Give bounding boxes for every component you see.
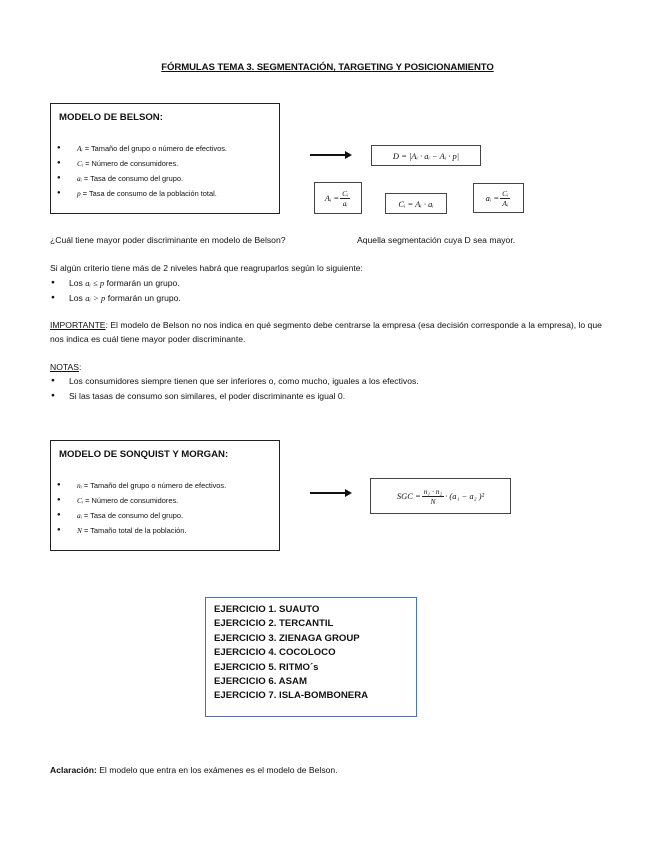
sonquist-formula: SGC = $\frac{\text{n₁ · n₂}}{N}$ · (a₁ − a₂ )² (370, 478, 511, 514)
list-item: ● p = Tasa de consumo de la población total. (57, 187, 227, 202)
list-item: ● aᵢ = Tasa de consumo del grupo. (57, 509, 226, 524)
belson-variable-list (57, 142, 227, 202)
list-item: ● Los consumidores siempre tienen que ser inferiores o, como mucho, iguales a los efectivos. (50, 374, 419, 389)
belson-formula-d: D = |Aᵢ · aᵢ − Aᵢ · p| (371, 145, 481, 166)
belson-formula-ci: Cᵢ = Aᵢ · aᵢ (385, 193, 447, 214)
clarification-note: Aclaración: El modelo que entra en los exámenes es el modelo de Belson. (50, 765, 338, 775)
list-item: ● Los aᵢ > p formarán un grupo. (50, 291, 181, 306)
exercises-box (205, 597, 417, 717)
belson-answer: Aquella segmentación cuya D sea mayor. (357, 235, 516, 245)
list-item: ● Si las tasas de consumo son similares, el poder discriminante es igual 0. (50, 389, 419, 404)
exercise-item: EJERCICIO 2. TERCANTIL (214, 618, 334, 630)
right-arrow-icon (310, 492, 350, 494)
sonquist-heading: MODELO DE SONQUIST Y MORGAN: (59, 449, 229, 460)
belson-formula-ai: Aᵢ = $\frac{\text{Cᵢ}}{\text{aᵢ}}$ (314, 182, 362, 214)
exercise-item: EJERCICIO 3. ZIENAGA GROUP (214, 632, 360, 644)
list-item: ● Cᵢ = Número de consumidores. (57, 157, 227, 172)
list-item: ● Los aᵢ ≤ p formarán un grupo. (50, 276, 181, 291)
belson-question: ¿Cuál tiene mayor poder discriminante en modelo de Belson? (50, 235, 286, 245)
exercise-item: EJERCICIO 5. RITMO´s (214, 661, 319, 673)
right-arrow-icon (310, 154, 350, 156)
list-item: ● Aᵢ = Tamaño del grupo o número de efectivos. (57, 142, 227, 157)
exercise-item: EJERCICIO 6. ASAM (214, 676, 307, 688)
sonquist-variable-list (57, 479, 226, 539)
belson-formula-rate: aᵢ = $\frac{\text{Cᵢ}}{\text{Aᵢ}}$ (473, 183, 524, 213)
sonquist-model-box (50, 440, 280, 551)
important-note: IMPORTANTE: El modelo de Belson no nos indica en qué segmento debe centrarse la empresa (esa decisión corresponde a la empresa), lo que nos indica es cuál tiene mayor poder discriminante. (50, 320, 602, 344)
list-item: ● Cᵢ = Número de consumidores. (57, 494, 226, 509)
belson-heading: MODELO DE BELSON: (59, 112, 163, 123)
exercise-item: EJERCICIO 4. COCOLOCO (214, 647, 336, 659)
list-item: ● N = Tamaño total de la población. (57, 524, 226, 539)
page-title: FÓRMULAS TEMA 3. SEGMENTACIÓN, TARGETING Y POSICIONAMIENTO (161, 62, 494, 73)
belson-model-box (50, 103, 280, 214)
notes-heading: NOTAS: (50, 362, 82, 372)
notes-list (50, 374, 419, 403)
exercise-item: EJERCICIO 1. SUAUTO (214, 604, 320, 615)
list-item: ● nᵢ = Tamaño del grupo o número de efectivos. (57, 479, 226, 494)
exercise-item: EJERCICIO 7. ISLA-BOMBONERA (214, 690, 369, 702)
regroup-intro: Si algún criterio tiene más de 2 niveles habrá que reagruparlos según lo siguiente: (50, 263, 363, 273)
regroup-list (50, 276, 181, 305)
list-item: ● aᵢ = Tasa de consumo del grupo. (57, 172, 227, 187)
exercises-list (214, 603, 368, 704)
